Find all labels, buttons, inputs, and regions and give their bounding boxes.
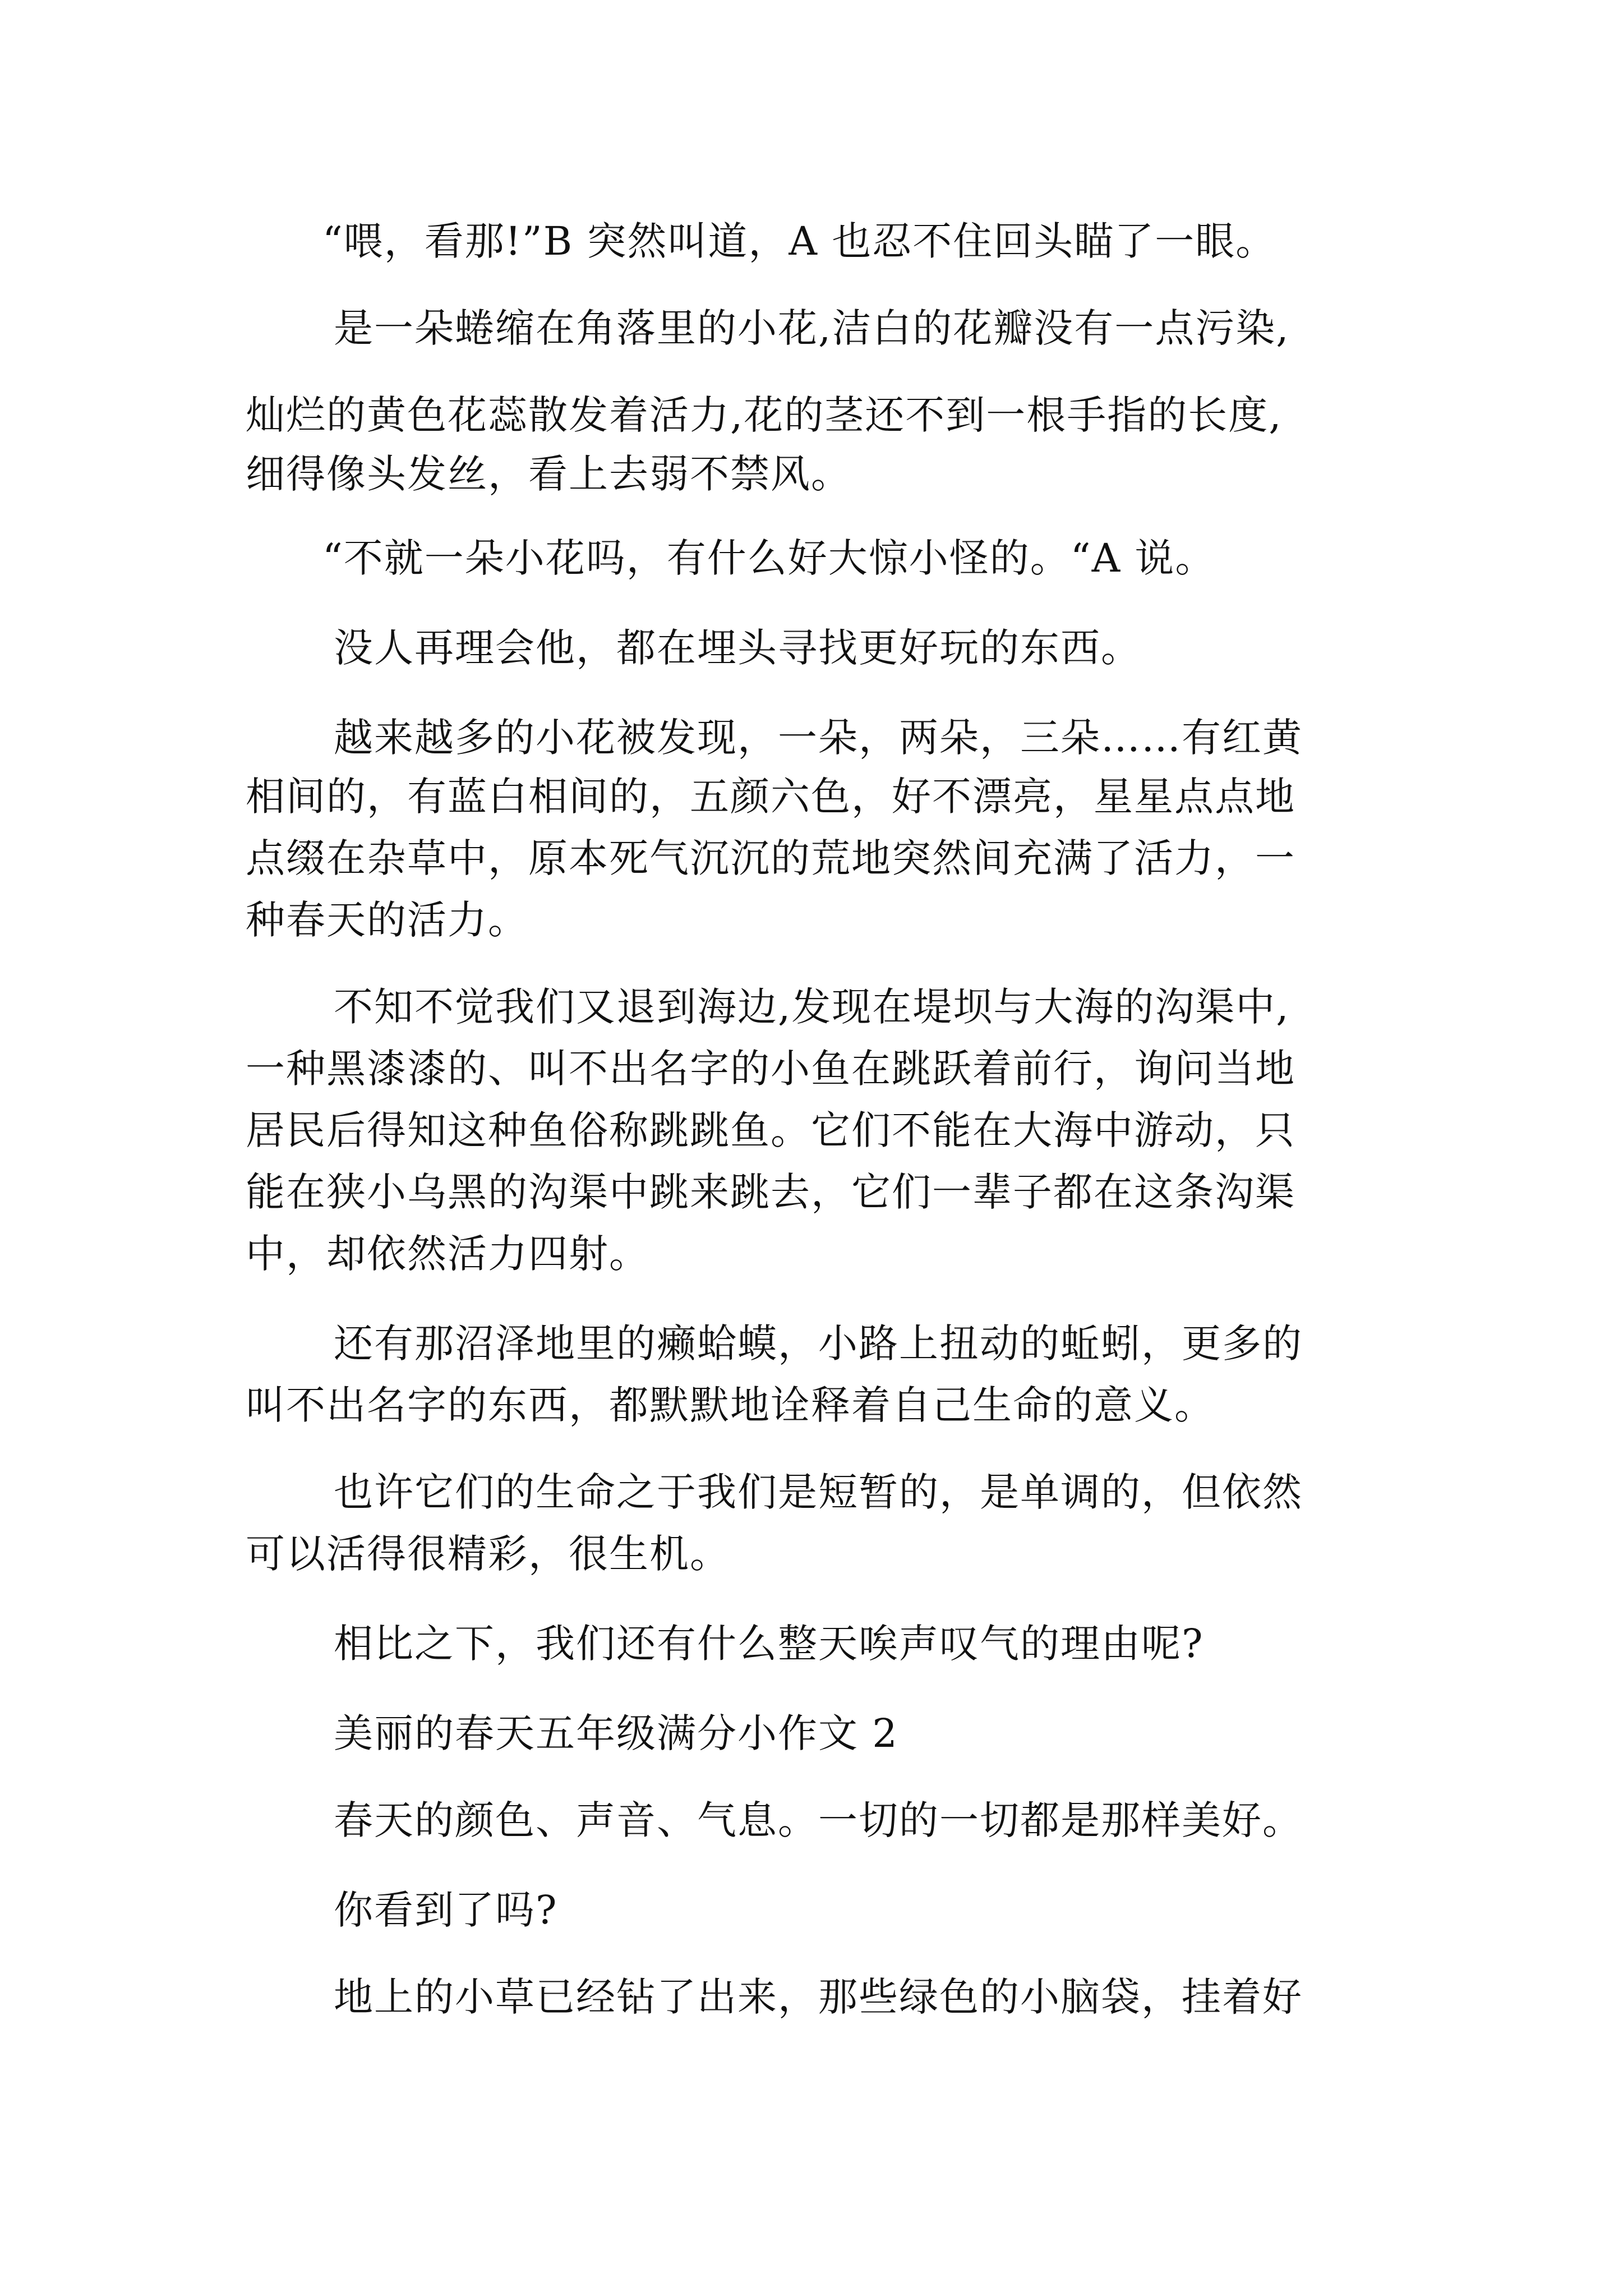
text-line: 灿烂的黄色花蕊散发着活力,花的茎还不到一根手指的长度, — [246, 392, 1283, 438]
text-line: 春天的颜色、声音、气息。一切的一切都是那样美好。 — [334, 1797, 1303, 1843]
text-line: 点缀在杂草中，原本死气沉沉的荒地突然间充满了活力，一 — [246, 835, 1295, 881]
text-line: 叫不出名字的东西，都默默地诠释着自己生命的意义。 — [246, 1382, 1215, 1428]
text-line: 不知不觉我们又退到海边,发现在堤坝与大海的沟渠中, — [334, 984, 1290, 1030]
text-line: 还有那沼泽地里的癞蛤蟆，小路上扭动的蚯蚓，更多的 — [334, 1320, 1303, 1366]
text-line: “不就一朵小花吗，有什么好大惊小怪的。“A 说。 — [322, 535, 1216, 581]
text-line: 居民后得知这种鱼俗称跳跳鱼。它们不能在大海中游动，只 — [246, 1107, 1295, 1153]
section-heading: 美丽的春天五年级满分小作文 2 — [334, 1710, 898, 1756]
text-line: 中，却依然活力四射。 — [246, 1231, 649, 1277]
text-line: 一种黑漆漆的、叫不出名字的小鱼在跳跃着前行，询问当地 — [246, 1046, 1295, 1092]
text-line: 相比之下，我们还有什么整天唉声叹气的理由呢? — [334, 1621, 1204, 1667]
text-line: 可以活得很精彩，很生机。 — [246, 1531, 730, 1577]
text-line: 也许它们的生命之于我们是短暂的，是单调的，但依然 — [334, 1469, 1303, 1515]
text-line: 是一朵蜷缩在角落里的小花,洁白的花瓣没有一点污染, — [334, 305, 1290, 351]
text-line: 越来越多的小花被发现，一朵，两朵，三朵……有红黄 — [334, 715, 1303, 761]
text-line: 种春天的活力。 — [246, 897, 528, 943]
text-line: 相间的，有蓝白相间的，五颜六色，好不漂亮，星星点点地 — [246, 774, 1295, 820]
text-line: 地上的小草已经钻了出来，那些绿色的小脑袋，挂着好 — [334, 1974, 1303, 2020]
text-line: 没人再理会他，都在埋头寻找更好玩的东西。 — [334, 625, 1141, 671]
text-line: “喂，看那!”B 突然叫道，A 也忍不住回头瞄了一眼。 — [322, 218, 1276, 264]
text-line: 细得像头发丝，看上去弱不禁风。 — [246, 451, 851, 497]
text-line: 能在狭小乌黑的沟渠中跳来跳去，它们一辈子都在这条沟渠 — [246, 1169, 1295, 1215]
text-line: 你看到了吗? — [334, 1887, 558, 1933]
